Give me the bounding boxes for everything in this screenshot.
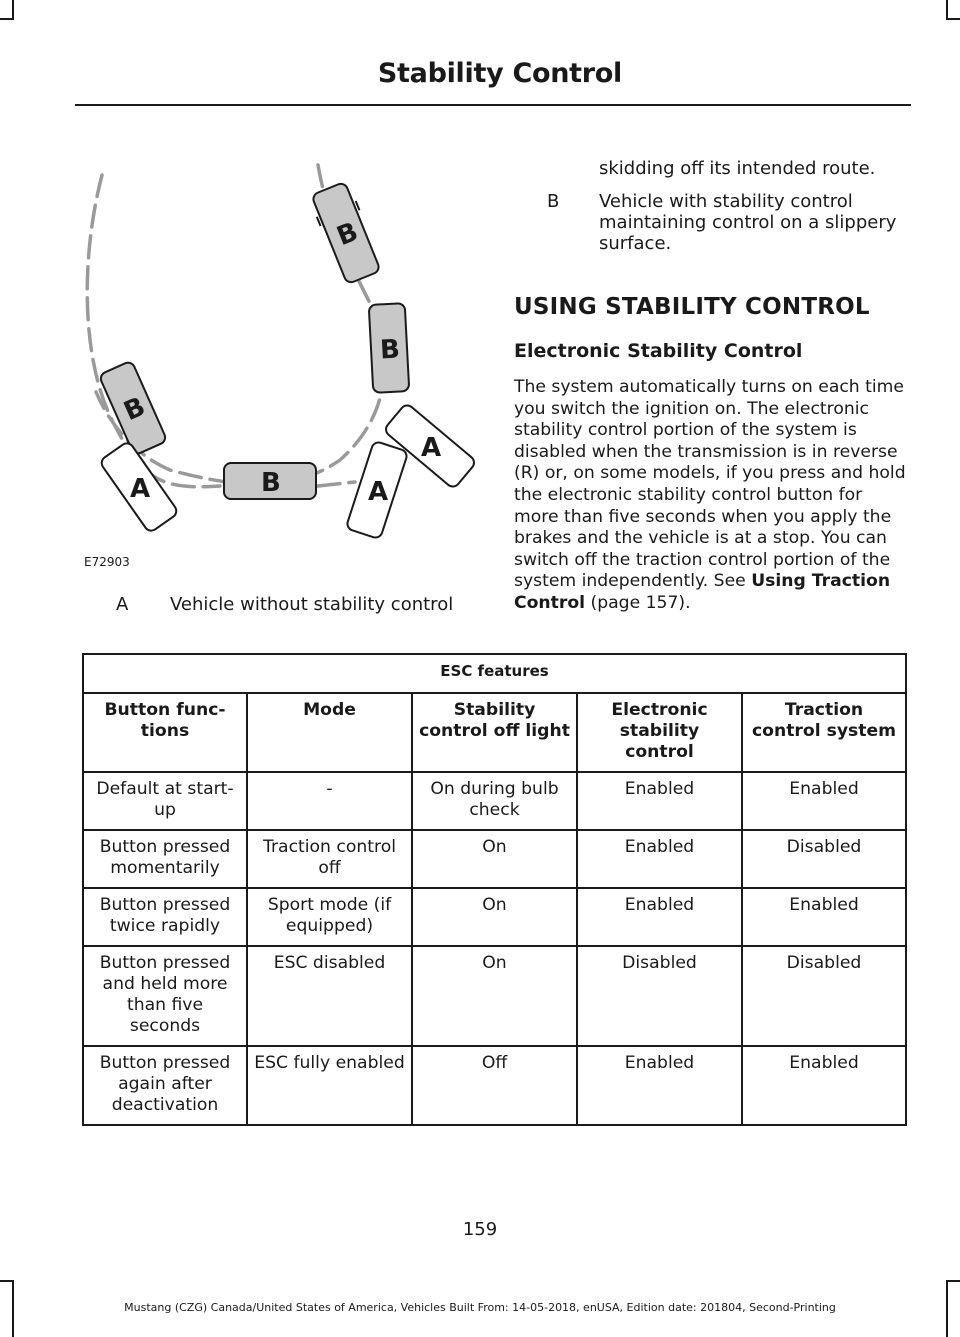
crop-mark — [946, 18, 960, 20]
table-row — [83, 830, 906, 888]
legend-text-b: Vehicle with stability control maintaining control on a slippery surface. — [599, 191, 897, 254]
svg-text:B: B — [119, 391, 150, 428]
footer-text: Mustang (CZG) Canada/United States of America, Vehicles Built From: 14-05-2018, enUSA, Edition date: 201804, Second-Printing — [124, 1301, 836, 1314]
svg-text:A: A — [421, 433, 442, 463]
table-cell: ESC disabled — [247, 946, 412, 1046]
svg-text:A: A — [130, 474, 151, 504]
esc-features-table — [82, 653, 907, 1126]
car-a-2 — [346, 441, 409, 540]
table-cell: Button pressed and held more than five seconds — [83, 946, 247, 1046]
table-cell: Sport mode (if equipped) — [247, 888, 412, 946]
legend-a-continued — [599, 158, 909, 179]
table-cell: Enabled — [742, 888, 906, 946]
table-row — [83, 1046, 906, 1125]
legend-key-a: A — [116, 594, 129, 615]
car-a-1 — [99, 441, 179, 534]
svg-text:B: B — [332, 216, 363, 253]
table-cell: On — [412, 888, 577, 946]
svg-text:B: B — [261, 468, 281, 498]
legend-key-b: B — [547, 191, 560, 212]
stability-diagram — [80, 150, 475, 570]
svg-text:B: B — [379, 334, 401, 366]
table-cell: On during bulb check — [412, 772, 577, 830]
table-header-row — [83, 693, 906, 772]
table-caption-row — [83, 654, 906, 693]
crop-mark — [0, 18, 14, 20]
table-cell: Enabled — [577, 1046, 742, 1125]
path-tail — [318, 482, 355, 486]
crop-mark — [0, 1280, 14, 1282]
crop-mark — [946, 1280, 960, 1282]
table-cell: On — [412, 830, 577, 888]
subsection-heading: Electronic Stability Control — [514, 340, 803, 362]
table-row — [83, 888, 906, 946]
table-cell: - — [247, 772, 412, 830]
table-row — [83, 946, 906, 1046]
table-cell: Disabled — [742, 830, 906, 888]
crop-mark — [12, 0, 14, 20]
table-cell: Enabled — [742, 772, 906, 830]
section-heading: USING STABILITY CONTROL — [514, 294, 870, 320]
table-cell: Disabled — [577, 946, 742, 1046]
table-cell: Enabled — [577, 888, 742, 946]
car-b-3 — [99, 360, 168, 455]
table-cell: ESC fully enabled — [247, 1046, 412, 1125]
page-reference: (page 157). — [585, 592, 691, 613]
svg-text:A: A — [368, 477, 389, 507]
legend-text-a: Vehicle without stability control — [170, 594, 454, 615]
car-b-4 — [224, 463, 316, 499]
page-number: 159 — [462, 1219, 498, 1240]
table-cell: Traction control off — [247, 830, 412, 888]
table-cell: Off — [412, 1046, 577, 1125]
table-cell: Button pressed again after deactivation — [83, 1046, 247, 1125]
car-b-1 — [309, 181, 384, 286]
table-cell: Button pressed momentarily — [83, 830, 247, 888]
table-cell: Enabled — [577, 830, 742, 888]
legend-text-a-continued: skidding off its intended route. — [599, 158, 876, 179]
figure-id: E72903 — [84, 555, 130, 569]
column-header: Electronic stability control — [577, 693, 742, 772]
cross-reference-link[interactable]: Using Traction Control — [514, 571, 891, 613]
table-cell: Enabled — [742, 1046, 906, 1125]
body-paragraph — [514, 377, 910, 615]
table-cell: On — [412, 946, 577, 1046]
car-b-2 — [369, 303, 410, 393]
column-header: Stability control off light — [412, 693, 577, 772]
table-cell: Button pressed twice rapidly — [83, 888, 247, 946]
table-cell: Disabled — [742, 946, 906, 1046]
paragraph-text: The system automatically turns on each time you switch the ignition on. The electronic stability control portion of the system is disabled when the transmission is in reverse (R) or, on some models, if you press and hold the electronic stability control button for more than five seconds when you apply the brakes and the vehicle is at a stop. You can switch off the traction control portion of the system independently. See — [514, 377, 906, 592]
crop-mark — [946, 0, 948, 20]
column-header: Mode — [247, 693, 412, 772]
column-header: Button func-tions — [83, 693, 247, 772]
header-rule — [75, 104, 911, 106]
table-caption: ESC features — [83, 654, 906, 693]
page-title: Stability Control — [377, 58, 622, 89]
table-row — [83, 772, 906, 830]
column-header: Traction control system — [742, 693, 906, 772]
table-cell: Enabled — [577, 772, 742, 830]
table-cell: Default at start-up — [83, 772, 247, 830]
